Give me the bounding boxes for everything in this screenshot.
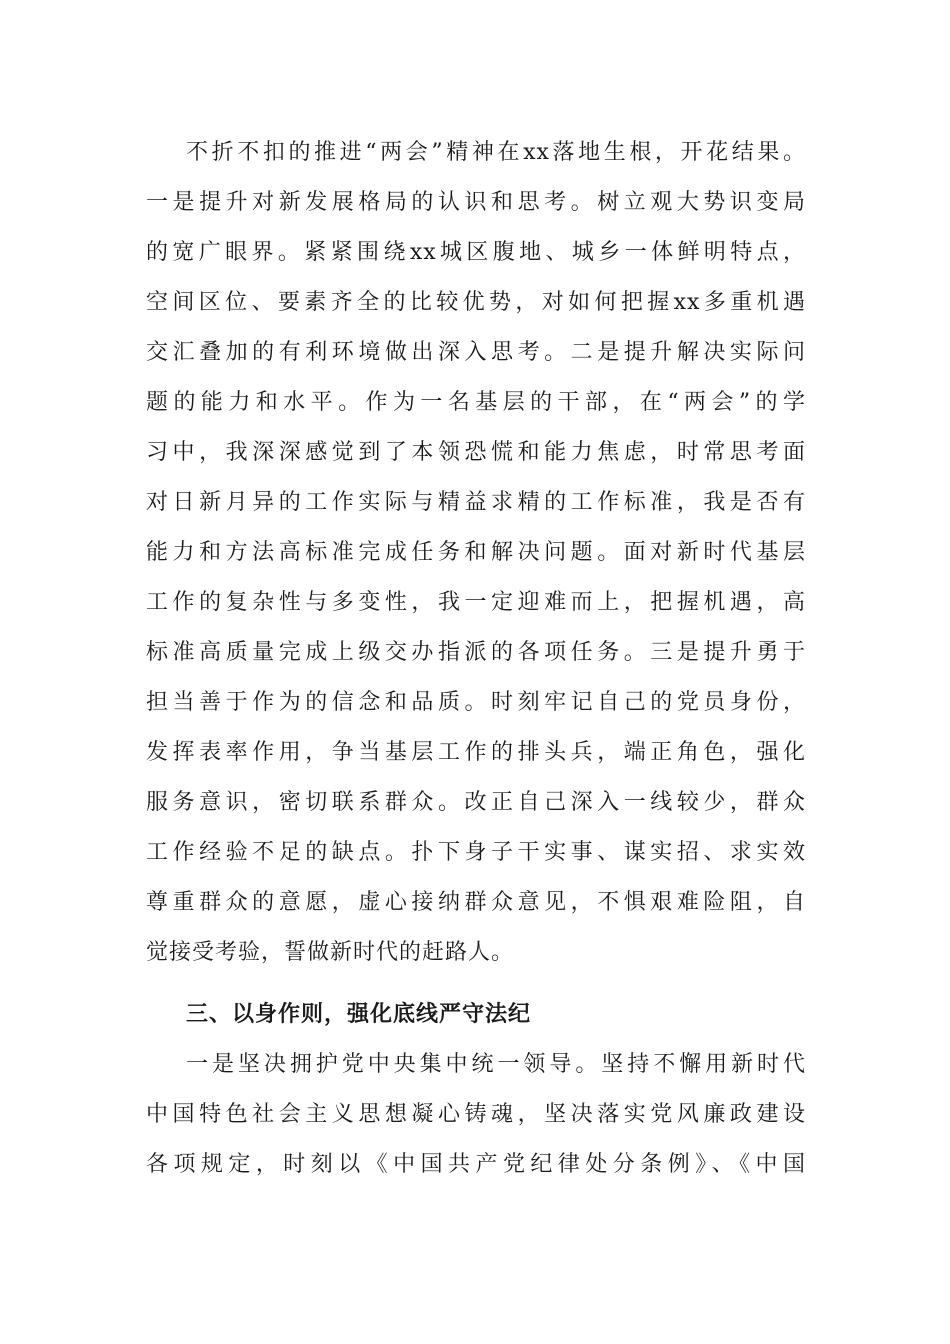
text-line: 觉接受考验，誓做新时代的赶路人。 [146,940,515,965]
text-line: 空间区位、要素齐全的比较优势，对如何把握xx多重机遇 [146,290,806,315]
text-line: 不折不扣的推进“两会”精神在xx落地生根，开花结果。 [186,140,806,165]
text-line: 标准高质量完成上级交办指派的各项任务。三是提升勇于 [146,640,806,665]
text-line: 工作的复杂性与多变性，我一定迎难而上，把握机遇，高 [146,590,806,615]
text-line: 中国特色社会主义思想凝心铸魂，坚决落实党风廉政建设 [146,1102,806,1127]
text-line: 工作经验不足的缺点。扑下身子干实事、谋实招、求实效 [146,840,806,865]
text-line: 一是提升对新发展格局的认识和思考。树立观大势识变局 [146,190,806,215]
section-heading: 三、以身作则，强化底线严守法纪 [186,1002,532,1027]
text-line: 担当善于作为的信念和品质。时刻牢记自己的党员身份， [146,690,806,715]
document-body [146,128,806,1190]
text-line: 各项规定，时刻以《中国共产党纪律处分条例》、《中国 [146,1152,806,1177]
text-line: 的宽广眼界。紧紧围绕xx城区腹地、城乡一体鲜明特点， [146,240,806,265]
text-line: 对日新月异的工作实际与精益求精的工作标准，我是否有 [146,490,806,515]
paragraph-continuation [146,128,806,978]
text-line: 一是坚决拥护党中央集中统一领导。坚持不懈用新时代 [186,1052,806,1077]
paragraph [146,1040,806,1190]
text-line: 题的能力和水平。作为一名基层的干部，在“两会”的学 [146,390,806,415]
text-line: 发挥表率作用，争当基层工作的排头兵，端正角色，强化 [146,740,806,765]
text-line: 习中，我深深感觉到了本领恐慌和能力焦虑，时常思考面 [146,440,806,465]
text-line: 尊重群众的意愿，虚心接纳群众意见，不惧艰难险阻，自 [146,890,806,915]
text-line: 服务意识，密切联系群众。改正自己深入一线较少，群众 [146,790,806,815]
text-line: 交汇叠加的有利环境做出深入思考。二是提升解决实际问 [146,340,806,365]
text-line: 能力和方法高标准完成任务和解决问题。面对新时代基层 [146,540,806,565]
